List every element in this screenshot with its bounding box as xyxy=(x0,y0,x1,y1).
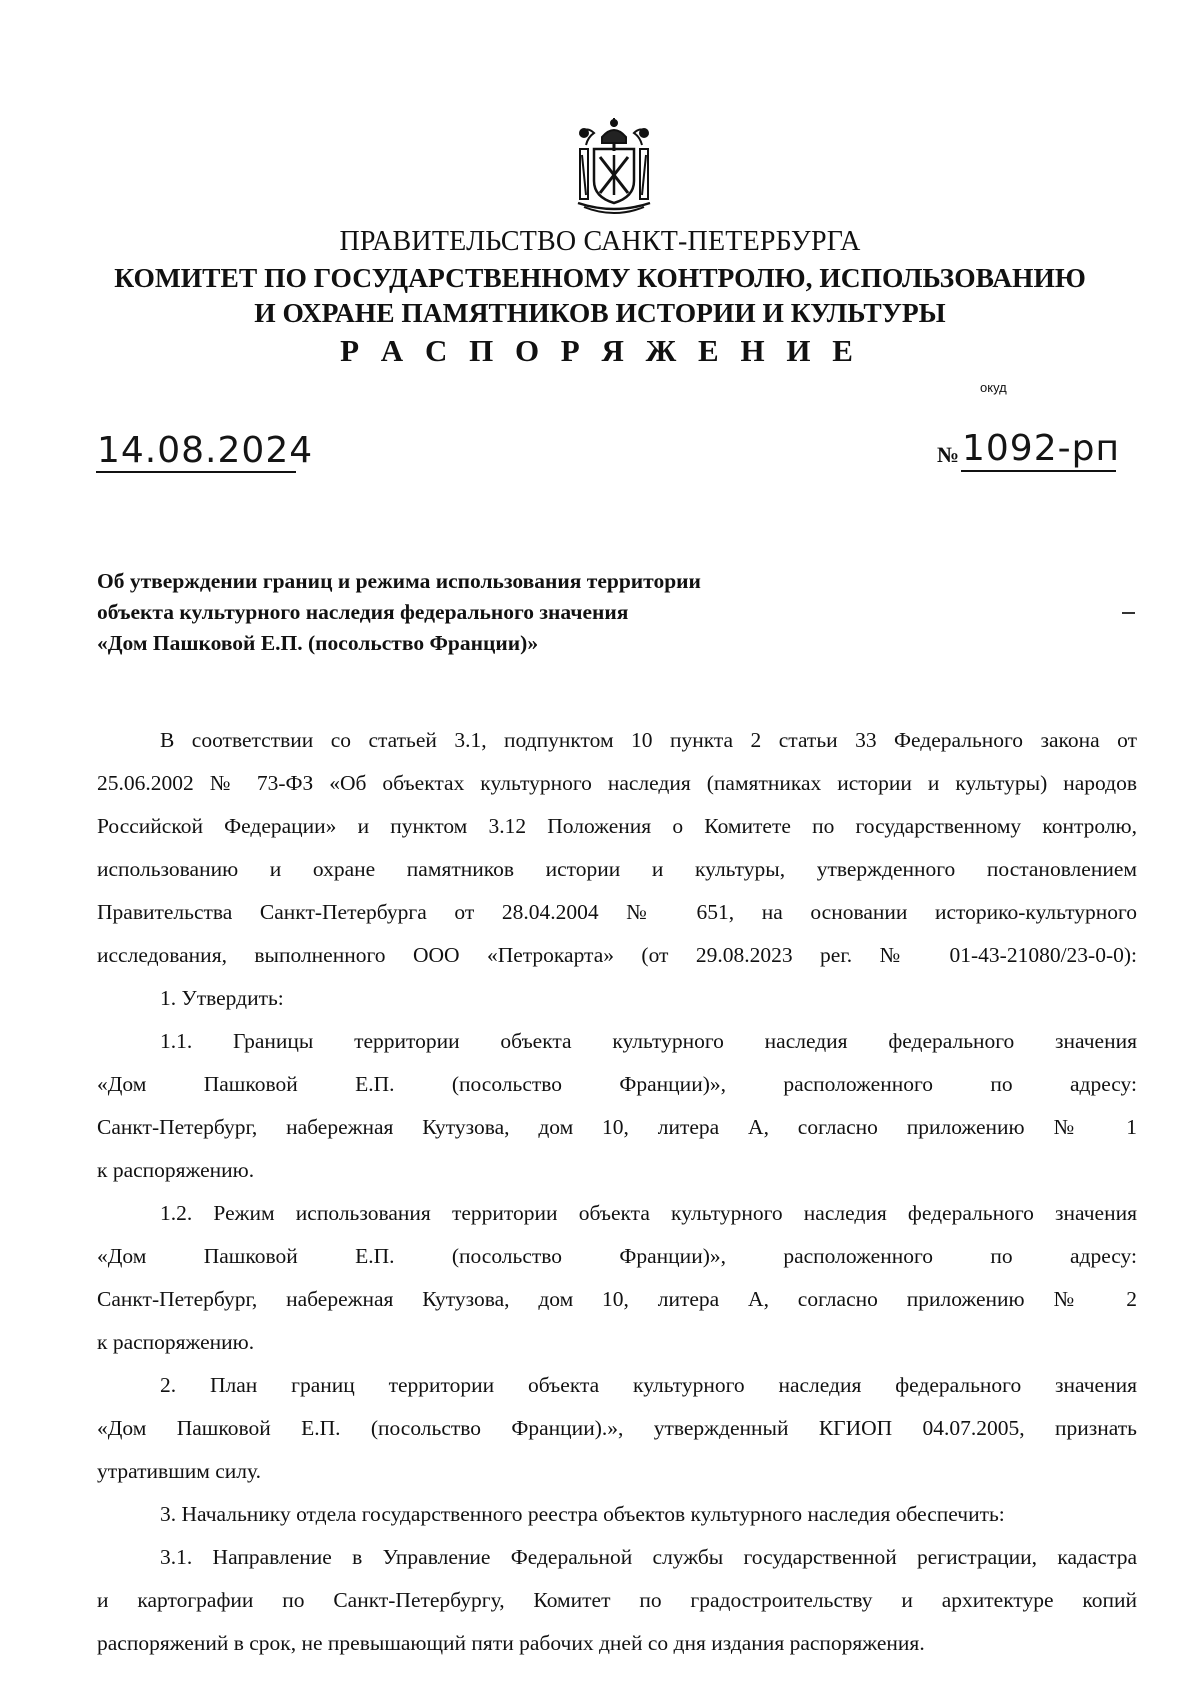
body-line: утратившим силу. xyxy=(97,1459,261,1483)
government-title: ПРАВИТЕЛЬСТВО САНКТ-ПЕТЕРБУРГА xyxy=(339,226,861,257)
margin-mark xyxy=(1122,612,1135,614)
body-line: В соответствии со статьей 3.1, подпунктом 10 пункта 2 статьи 33 Федерального закона от xyxy=(160,728,1137,752)
subject-line: «Дом Пашковой Е.П. (посольство Франции)» xyxy=(97,631,539,655)
body-line: и картографии по Санкт-Петербургу, Комитет по градостроительству и архитектуре копий xyxy=(97,1588,1137,1612)
body-line: 3. Начальнику отдела государственного реестра объектов культурного наследия обеспечить: xyxy=(160,1502,1005,1526)
body-line: 1.1. Границы территории объекта культурного наследия федерального значения xyxy=(160,1029,1137,1053)
body-line: к распоряжению. xyxy=(97,1330,255,1354)
body-line: исследования, выполненного ООО «Петрокарта» (от 29.08.2023 рег. № 01-43-21080/23-0-0): xyxy=(97,943,1137,967)
subject-line: Об утверждении границ и режима использования территории xyxy=(97,569,701,593)
subject-line: объекта культурного наследия федерального значения xyxy=(97,600,629,624)
body-line: «Дом Пашковой Е.П. (посольство Франции).», утвержденный КГИОП 04.07.2005, признать xyxy=(97,1416,1137,1440)
okud-label: окуд xyxy=(980,380,1007,395)
body-line: 1.2. Режим использования территории объекта культурного наследия федерального значения xyxy=(160,1201,1137,1225)
body-line: Санкт-Петербург, набережная Кутузова, дом 10, литера А, согласно приложению № 2 xyxy=(97,1287,1137,1311)
document-subject xyxy=(97,566,997,659)
body-line: 3.1. Направление в Управление Федеральной службы государственной регистрации, кадастра xyxy=(160,1545,1137,1569)
committee-name-line-2: И ОХРАНЕ ПАМЯТНИКОВ ИСТОРИИ И КУЛЬТУРЫ xyxy=(254,297,946,328)
body-line: 1. Утвердить: xyxy=(160,986,284,1010)
body-line: Правительства Санкт-Петербурга от 28.04.2004 № 651, на основании историко-культурного xyxy=(97,900,1137,924)
body-line: 2. План границ территории объекта культурного наследия федерального значения xyxy=(160,1373,1137,1397)
committee-name-line-1: КОМИТЕТ ПО ГОСУДАРСТВЕННОМУ КОНТРОЛЮ, ИСПОЛЬЗОВАНИЮ xyxy=(114,262,1086,293)
number-sign: № xyxy=(937,442,960,467)
date-underline xyxy=(96,471,296,473)
document-type-title: Р А С П О Р Я Ж Е Н И Е xyxy=(340,333,860,368)
body-line: Российской Федерации» и пунктом 3.12 Положения о Комитете по государственному контролю, xyxy=(97,814,1137,838)
body-line: Санкт-Петербург, набережная Кутузова, дом 10, литера А, согласно приложению № 1 xyxy=(97,1115,1137,1139)
body-line: использованию и охране памятников истории и культуры, утвержденного постановлением xyxy=(97,857,1137,881)
number-underline xyxy=(961,470,1116,472)
body-line: к распоряжению. xyxy=(97,1158,255,1182)
body-line: 25.06.2002 № 73-ФЗ «Об объектах культурного наследия (памятниках истории и культуры) народов xyxy=(97,771,1137,795)
body-line: «Дом Пашковой Е.П. (посольство Франции)», расположенного по адресу: xyxy=(97,1072,1137,1096)
document-number: 1092-рп xyxy=(962,428,1120,469)
body-line: «Дом Пашковой Е.П. (посольство Франции)», расположенного по адресу: xyxy=(97,1244,1137,1268)
coat-of-arms-icon xyxy=(572,115,656,215)
body-line: распоряжений в срок, не превышающий пяти рабочих дней со дня издания распоряжения. xyxy=(97,1631,925,1655)
document-date: 14.08.2024 xyxy=(97,430,314,471)
